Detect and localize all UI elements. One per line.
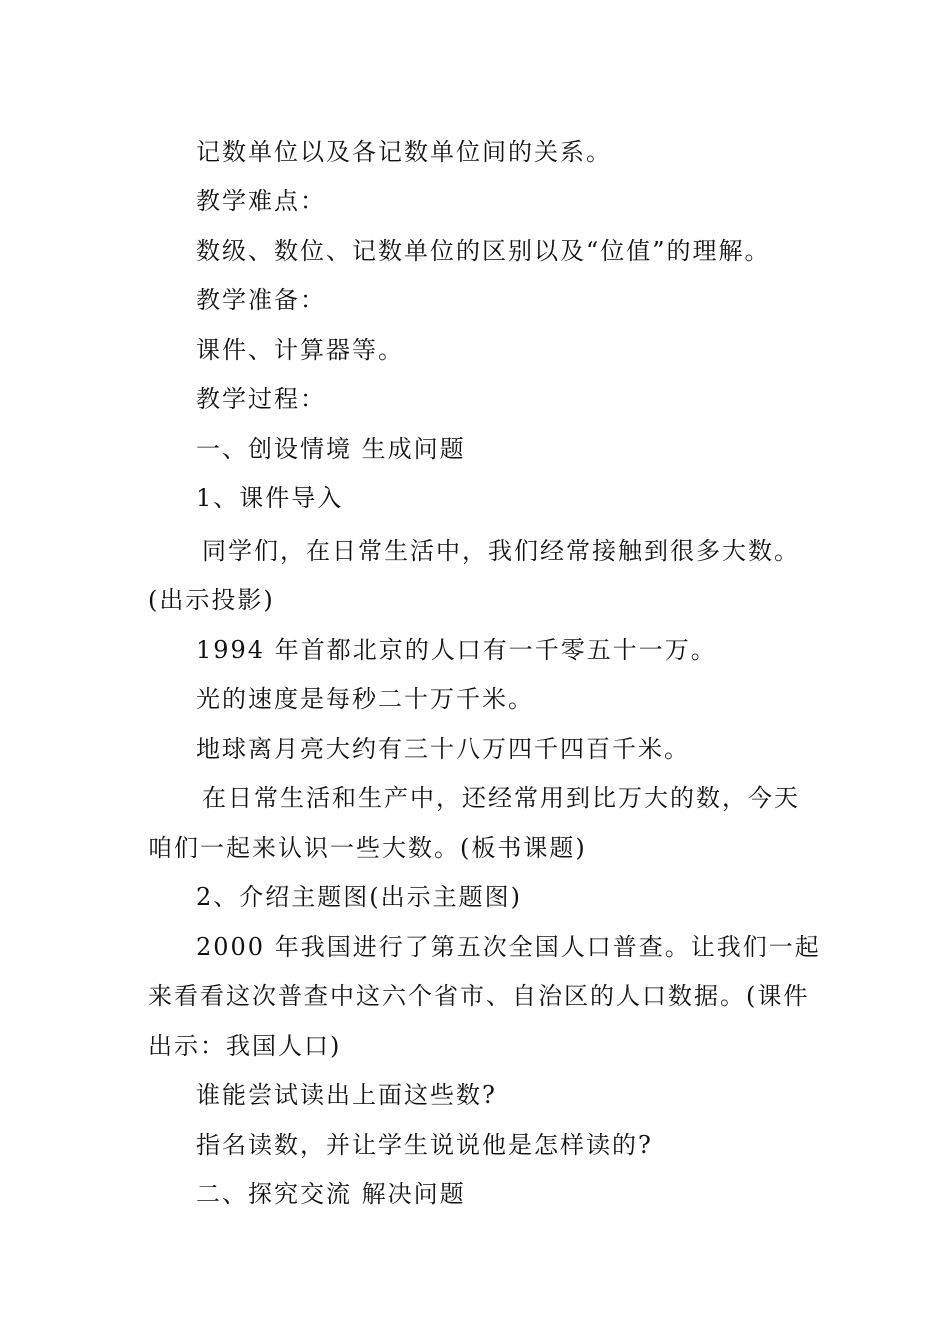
text-line: 数级、数位、记数单位的区别以及“位值”的理解。 (196, 237, 771, 265)
text-line: 课件、计算器等。 (196, 336, 404, 364)
section-heading: 教学过程： (196, 385, 326, 413)
text-line: 谁能尝试读出上面这些数? (196, 1081, 497, 1109)
text-line: 出示：我国人口) (148, 1032, 342, 1060)
text-line: 记数单位以及各记数单位间的关系。 (196, 138, 612, 166)
text-line: 1994 年首都北京的人口有一千零五十一万。 (196, 636, 717, 664)
section-heading: 二、探究交流 解决问题 (196, 1180, 466, 1208)
text-line: 地球离月亮大约有三十八万四千四百千米。 (196, 735, 690, 763)
section-heading: 教学难点： (196, 187, 326, 215)
text-line: 2000 年我国进行了第五次全国人口普查。让我们一起 (196, 933, 821, 961)
text-line: 咱们一起来认识一些大数。(板书课题) (148, 834, 587, 862)
text-line: 在日常生活和生产中，还经常用到比万大的数，今天 (202, 784, 800, 812)
text-line: 来看看这次普查中这六个省市、自治区的人口数据。(课件 (148, 982, 810, 1010)
text-line: 光的速度是每秒二十万千米。 (196, 685, 534, 713)
section-heading: 教学准备： (196, 286, 326, 314)
text-line: 同学们，在日常生活中，我们经常接触到很多大数。 (202, 537, 800, 565)
section-heading: 一、创设情境 生成问题 (196, 435, 466, 463)
text-line: 指名读数，并让学生说说他是怎样读的? (196, 1131, 653, 1159)
subsection-heading: 1、课件导入 (196, 484, 344, 512)
text-line: (出示投影) (148, 586, 275, 614)
subsection-heading: 2、介绍主题图(出示主题图) (196, 883, 522, 911)
